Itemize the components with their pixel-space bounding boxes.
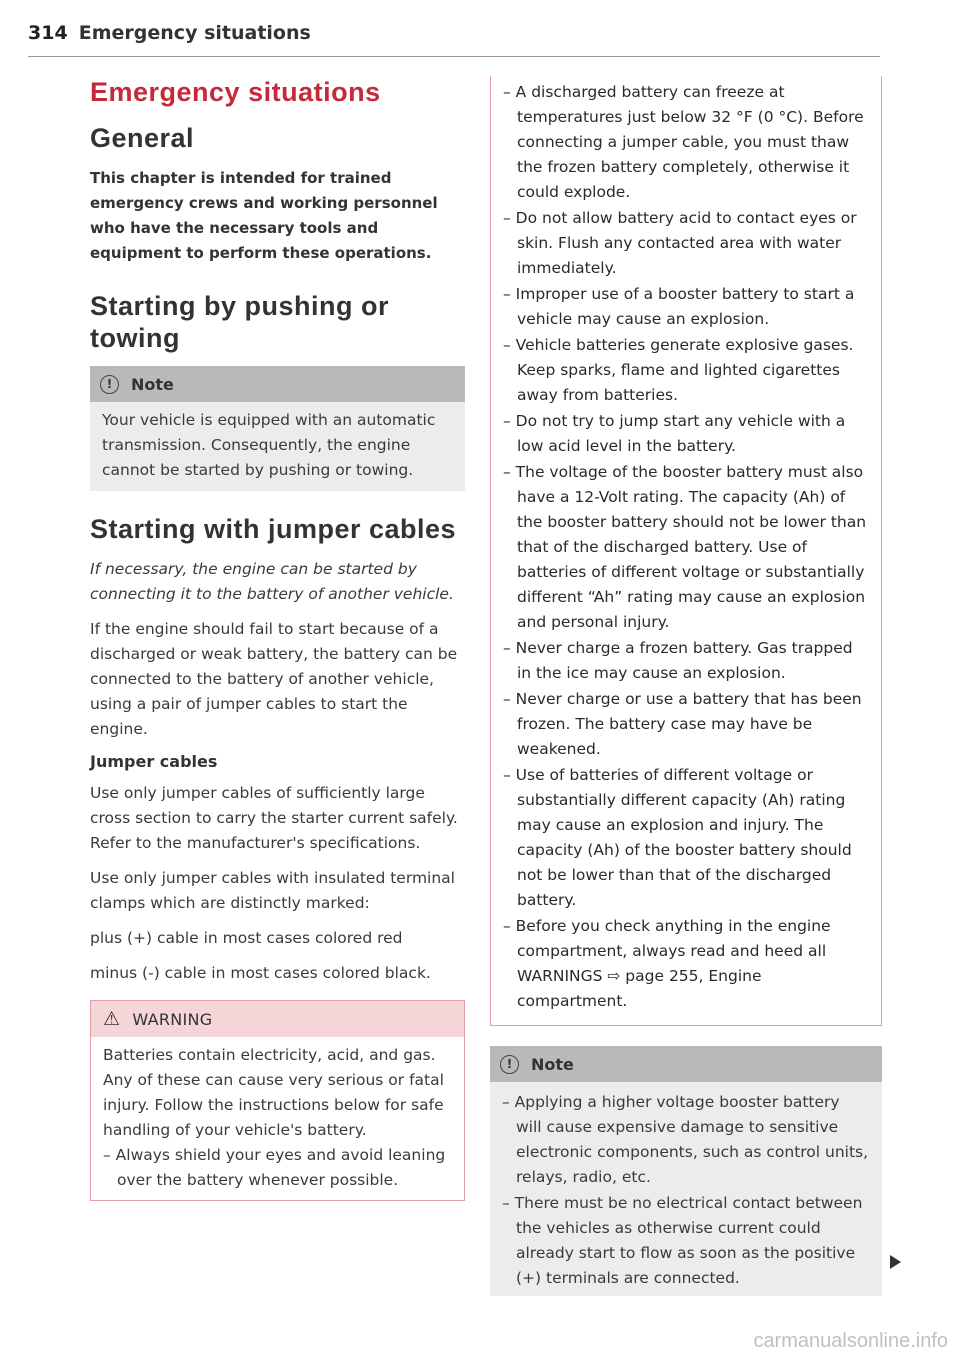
warning-continued-box: [490, 76, 882, 1026]
warning-item: – Do not try to jump start any vehicle with a low acid level in the battery.: [503, 412, 846, 455]
section-title-jump: Starting with jumper cables: [90, 514, 457, 544]
continue-arrow-icon: [890, 1255, 901, 1269]
note-title: Note: [131, 374, 174, 394]
warning-item: – Vehicle batteries generate explosive gases. Keep sparks, flame and lighted cigarettes away from batteries.: [503, 336, 854, 404]
section-title-general: General: [90, 123, 195, 153]
intro-text: This chapter is intended for trained emergency crews and working personnel who have the necessary tools and equipment to perform these operations.: [90, 169, 438, 262]
warning-item: – Never charge a frozen battery. Gas trapped in the ice may cause an explosion.: [503, 639, 853, 682]
paragraph: Use only jumper cables of sufficiently large cross section to carry the starter current safely. Refer to the manufacturer's specifications.: [90, 784, 458, 852]
warning-item: – Use of batteries of different voltage or substantially different capacity (Ah) rating may cause an explosion and injury. The capacity (Ah) of the booster battery should not be lower than that of the discharged battery.: [503, 766, 852, 909]
paragraph: Use only jumper cables with insulated terminal clamps which are distinctly marked:: [90, 869, 455, 912]
warning-triangle-icon: ⚠: [103, 1008, 121, 1030]
note-body: [490, 1082, 882, 1296]
warning-box: [90, 1000, 465, 1201]
warning-title: WARNING: [132, 1009, 213, 1029]
note-box: [90, 366, 465, 491]
note-text: Your vehicle is equipped with an automatic transmission. Consequently, the engine cannot be started by pushing or towing.: [102, 411, 436, 479]
note-item: – Applying a higher voltage booster battery will cause expensive damage to sensitive electronic components, such as control units, relays, radio, etc.: [502, 1093, 869, 1186]
note-title: Note: [531, 1054, 574, 1074]
warning-item: – Improper use of a booster battery to start a vehicle may cause an explosion.: [503, 285, 855, 328]
info-icon: !: [500, 1055, 519, 1074]
warning-item: – Before you check anything in the engine compartment, always read and heed all WARNINGS ⇨ page 255, Engine compartment.: [503, 917, 831, 1010]
warning-item: – Never charge or use a battery that has been frozen. The battery case may have be weakened.: [503, 690, 862, 758]
note-header: [490, 1046, 882, 1082]
paragraph: If the engine should fail to start because of a discharged or weak battery, the battery can be connected to the battery of another vehicle, using a pair of jumper cables to start the engine.: [90, 620, 458, 738]
warning-item: – Always shield your eyes and avoid leaning over the battery whenever possible.: [103, 1146, 446, 1189]
info-icon: !: [100, 375, 119, 394]
warning-item: – The voltage of the booster battery must also have a 12-Volt rating. The capacity (Ah) of the booster battery should not be lower than that of the discharged battery. Use of batteries of different voltage or substantially different “Ah” rating may cause an explosion and personal injury.: [503, 463, 867, 631]
page-number: 314: [28, 22, 68, 44]
note-item: – There must be no electrical contact between the vehicles as otherwise current could already start to flow as soon as the positive (+) terminals are connected.: [502, 1194, 863, 1287]
watermark: carmanualsonline.info: [753, 1330, 948, 1352]
note-box: [490, 1046, 882, 1296]
running-title: Emergency situations: [78, 22, 311, 44]
left-column: [90, 76, 465, 1201]
plus-cable-line: plus (+) cable in most cases colored red: [90, 929, 403, 947]
section-title-push: Starting by pushing or towing: [90, 291, 389, 353]
warning-item: – A discharged battery can freeze at temperatures just below 32 °F (0 °C). Before connecting a jumper cable, you must thaw the frozen battery completely, otherwise it could explode.: [503, 83, 864, 201]
warning-header: [91, 1001, 464, 1037]
note-header: [90, 366, 465, 402]
warning-intro: Batteries contain electricity, acid, and gas. Any of these can cause very serious or fatal injury. Follow the instructions below for safe handling of your vehicle's battery.: [103, 1046, 444, 1139]
subheading-jumper-cables: Jumper cables: [90, 752, 218, 771]
page-header: [28, 22, 880, 57]
right-column: [490, 76, 882, 1296]
lead-text: If necessary, the engine can be started by connecting it to the battery of another vehicle.: [90, 560, 454, 603]
chapter-title: Emergency situations: [90, 77, 381, 107]
warning-text: [91, 1037, 464, 1200]
minus-cable-line: minus (-) cable in most cases colored black.: [90, 964, 431, 982]
warning-item: – Do not allow battery acid to contact eyes or skin. Flush any contacted area with water immediately.: [503, 209, 857, 277]
